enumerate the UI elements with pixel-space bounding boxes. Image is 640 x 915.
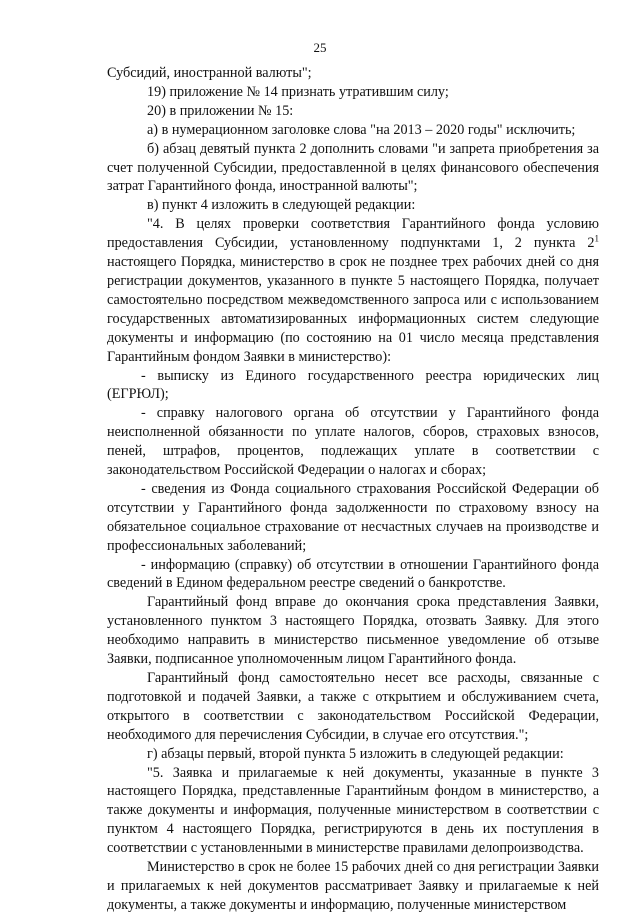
paragraph-expenses: Гарантийный фонд самостоятельно несет все расходы, связанные с подготовкой и подачей Заявки, а также с открытием и обслуживанием счета, открытого в соответствии с законодательством Российской Федерации, необходимого для перечисления Субсидии, в случае его отсутствия."; [107,670,599,743]
list-item-tax-certificate: - справку налогового органа об отсутствии у Гарантийного фонда неисполненной обязанности по уплате налогов, сборов, страховых взносов, пеней, штрафов, процентов, подлежащих уплате в соответствии с законодательством Российской Федерации о налогах и сборах; [107,405,599,479]
list-item-bankruptcy-info: - информацию (справку) об отсутствии в отношении Гарантийного фонда сведений в Едином федеральном реестре сведений о банкротстве. [107,556,599,592]
paragraph-point-5: "5. Заявка и прилагаемые к ней документы, указанные в пункте 3 настоящего Порядка, представленные Гарантийным фондом в министерство, а также документы и информация, полученные министерством в соответствии с пунктом 4 настоящего Порядка, регистрируются в день их поступления в соответствии с установленными в министерстве правилами делопроизводства. [107,764,599,857]
paragraph-item-20: 20) в приложении № 15: [147,102,294,119]
paragraph-item-19: 19) приложение № 14 признать утратившим силу; [147,83,449,100]
paragraph-subitem-a: а) в нумерационном заголовке слова "на 2013 – 2020 годы" исключить; [147,121,576,138]
paragraph-continuation: Субсидий, иностранной валюты"; [107,65,312,81]
paragraph-subitem-b: б) абзац девятый пункта 2 дополнить словами "и запрета приобретения за счет полученной Субсидии, предоставленной в целях финансового обеспечения затрат Гарантийного фонда, иностранной валюты"; [107,140,599,195]
point-4-text-start: "4. В целях проверки соответствия Гарантийного фонда условию предоставления Субсидии, установленному подпунктами 1, 2 пункта 2 [107,216,599,252]
paragraph-subitem-v: в) пункт 4 изложить в следующей редакции: [147,197,416,214]
point-4-text-end: настоящего Порядка, министерство в срок не позднее трех рабочих дней со дня регистрации документов, указанного в пункте 5 настоящего Порядка, получает самостоятельно посредством межведомственного запроса или с использованием государственных автоматизированных информационных систем следующие документы и информацию (по состоянию на 01 число месяца представления Гарантийным фондом Заявки в министерство): [107,254,599,365]
paragraph-subitem-g: г) абзацы первый, второй пункта 5 изложить в следующей редакции: [147,745,564,762]
document-body [107,64,599,915]
paragraph-withdrawal: Гарантийный фонд вправе до окончания срока представления Заявки, установленного пунктом 3 настоящего Порядка, отозвать Заявку. Для этого необходимо направить в министерство письменное уведомление об отзыве Заявки, подписанное уполномоченным лицом Гарантийного фонда. [107,594,599,668]
paragraph-point-4 [107,215,599,366]
page-number: 25 [313,40,327,55]
paragraph-ministry-review: Министерство в срок не более 15 рабочих дней со дня регистрации Заявки и прилагаемых к ней документов рассматривает Заявку и прилагаемые к ней документы, а также документы и информацию, полученные министерством [107,859,599,913]
list-item-social-insurance: - сведения из Фонда социального страхования Российской Федерации об отсутствии у Гарантийного фонда задолженности по страховому взносу на обязательное социальное страхование от несчастных случаев на производстве и профессиональных заболеваний; [107,480,599,554]
superscript-1: 1 [594,233,599,244]
list-item-egrul: - выписку из Единого государственного реестра юридических лиц (ЕГРЮЛ); [107,367,599,403]
